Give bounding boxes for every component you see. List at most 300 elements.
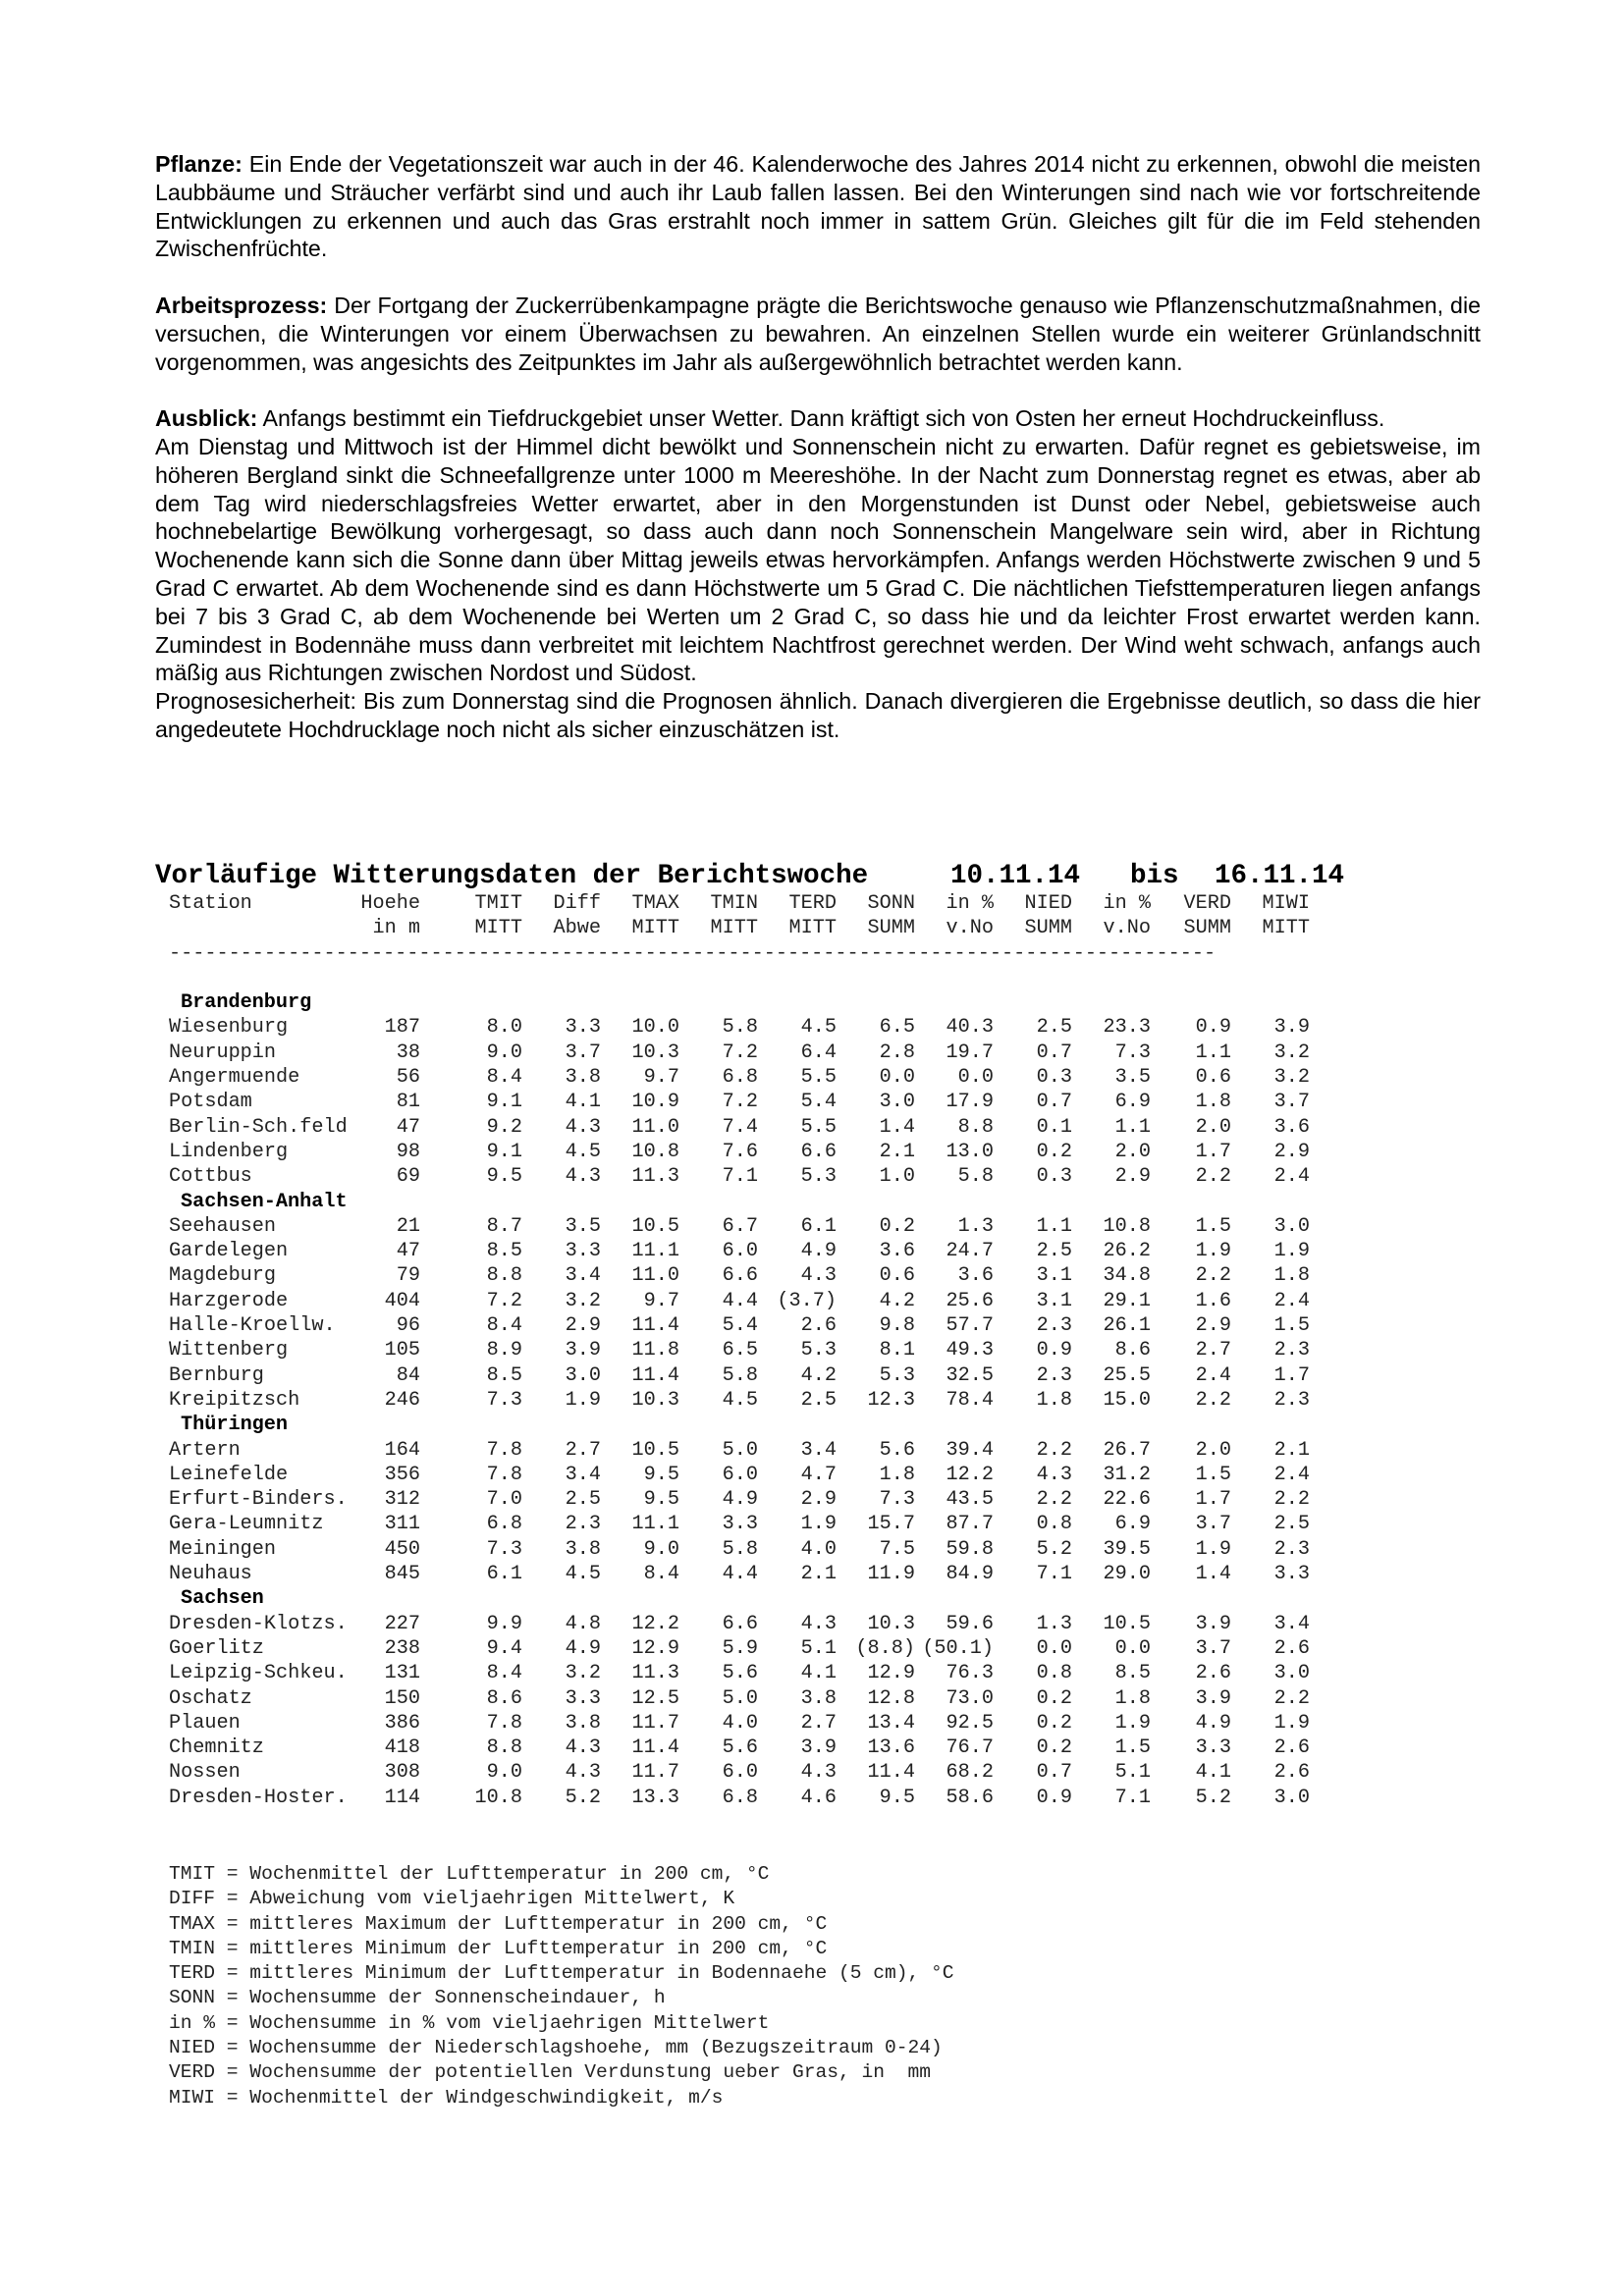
cell-station: Meiningen (169, 1537, 277, 1561)
cell-diff: 4.3 (565, 1165, 601, 1189)
cell-nied: 0.7 (1036, 1041, 1072, 1064)
cell-tmax: 10.5 (631, 1438, 679, 1462)
cell-hoehe: 56 (396, 1066, 420, 1090)
table-row (169, 1711, 1310, 1735)
cell-verd: 3.3 (1195, 1736, 1231, 1760)
cell-tmit: 7.8 (486, 1711, 522, 1735)
cell-diff: 3.9 (565, 1339, 601, 1362)
cell-diff: 3.3 (565, 1686, 601, 1710)
table-row (169, 1263, 1310, 1288)
cell-hoehe: 386 (384, 1711, 420, 1735)
cell-nied-pct: 26.1 (1103, 1314, 1151, 1338)
cell-tmit: 8.8 (486, 1736, 522, 1760)
cell-nied-pct: 1.1 (1114, 1115, 1151, 1139)
cell-sonn-pct: 87.7 (946, 1513, 994, 1536)
cell-sonn-pct: in % (946, 892, 994, 915)
cell-tmax: 11.4 (631, 1363, 679, 1387)
cell-station: Halle-Kroellw. (169, 1314, 336, 1338)
legend-line: TERD = mittleres Minimum der Lufttemperatur in Bodennaehe (5 cm), °C (169, 1962, 954, 1985)
cell-tmit: 8.4 (486, 1314, 522, 1338)
cell-nied-pct: 34.8 (1103, 1264, 1151, 1288)
cell-station: Station (169, 892, 252, 915)
cell-tmax: 11.1 (631, 1240, 679, 1263)
cell-tmin: 4.9 (722, 1488, 758, 1512)
cell-hoehe: 38 (396, 1041, 420, 1064)
region-heading: Thüringen (181, 1414, 289, 1437)
cell-nied-pct: 23.3 (1103, 1016, 1151, 1040)
cell-miwi: 1.9 (1273, 1711, 1310, 1735)
cell-terd: 4.1 (800, 1662, 837, 1685)
cell-tmit: MITT (474, 917, 522, 940)
cell-terd: 6.6 (800, 1140, 837, 1163)
region-heading: Brandenburg (181, 991, 312, 1015)
legend-line: DIFF = Abweichung vom vieljaehrigen Mittelwert, K (169, 1888, 735, 1910)
cell-tmax: 10.9 (631, 1091, 679, 1114)
cell-verd: 1.7 (1195, 1140, 1231, 1163)
cell-miwi: 2.6 (1273, 1736, 1310, 1760)
cell-nied-pct: 6.9 (1114, 1091, 1151, 1114)
cell-miwi: 2.2 (1273, 1488, 1310, 1512)
legend-line: MIWI = Wochenmittel der Windgeschwindigkeit, m/s (169, 2086, 724, 2109)
cell-nied-pct: in % (1103, 892, 1151, 915)
cell-tmax: 10.3 (631, 1041, 679, 1064)
cell-station: Berlin-Sch.feld (169, 1115, 348, 1139)
cell-diff: 3.2 (565, 1662, 601, 1685)
pflanze-paragraph (155, 150, 1481, 263)
cell-sonn: 2.1 (879, 1140, 915, 1163)
cell-verd: VERD (1183, 892, 1231, 915)
cell-nied-pct: 29.1 (1103, 1289, 1151, 1312)
cell-tmax: 10.8 (631, 1140, 679, 1163)
cell-terd: 2.5 (800, 1388, 837, 1412)
cell-sonn: 9.8 (879, 1314, 915, 1338)
cell-nied: 0.7 (1036, 1091, 1072, 1114)
cell-terd: 4.3 (800, 1612, 837, 1635)
cell-tmit: 7.8 (486, 1438, 522, 1462)
cell-terd: 3.8 (800, 1686, 837, 1710)
table-row (169, 1041, 1310, 1065)
cell-diff: 5.2 (565, 1786, 601, 1809)
cell-verd: 1.1 (1195, 1041, 1231, 1064)
cell-sonn-pct: 49.3 (946, 1339, 994, 1362)
cell-sonn-pct: 32.5 (946, 1363, 994, 1387)
cell-nied-pct: v.No (1103, 917, 1151, 940)
cell-miwi: 3.2 (1273, 1041, 1310, 1064)
cell-tmin: 7.6 (722, 1140, 758, 1163)
weather-data-table (169, 891, 1310, 1810)
cell-tmit: 7.2 (486, 1289, 522, 1312)
ausblick-paragraph-2: Am Dienstag und Mittwoch ist der Himmel dicht bewölkt und Sonnenschein nicht zu erwarten. Dafür regnet es gebietsweise, im höheren Bergland sinkt die Schneefallgrenze unter 1000 m Meereshöhe. In der Nacht zum Donnerstag regnet es etwas, aber ab dem Tag wird niederschlagsfreies Wetter erwartet, aber in den Morgenstunden ist Dunst oder Nebel, gebietsweise auch hochnebelartige Bewölkung vorhergesagt, so dass auch dann noch Sonnenschein Mangelware sein wird, aber in Richtung Wochenende kann sich die Sonne dann über Mittag jeweils etwas hervorkämpfen. Anfangs werden Höchstwerte zwischen 9 und 5 Grad C erwartet. Ab dem Wochenende sind es dann Höchstwerte um 5 Grad C. Die nächtlichen Tiefsttemperaturen liegen anfangs bei 7 bis 3 Grad C, ab dem Wochenende bei Werten um 2 Grad C, so dass hie und da leichter Frost erwartet werden kann. Zumindest in Bodennähe muss dann verbreitet mit leichtem Nachtfrost gerechnet werden. Der Wind weht schwach, anfangs auch mäßig aus Richtungen zwischen Nordost und Südost. (155, 433, 1481, 686)
cell-sonn: 1.8 (879, 1463, 915, 1486)
cell-terd: MITT (788, 917, 837, 940)
cell-nied: 1.8 (1036, 1388, 1072, 1412)
cell-diff: 3.0 (565, 1363, 601, 1387)
cell-diff: 3.8 (565, 1711, 601, 1735)
cell-sonn: 11.9 (867, 1563, 915, 1586)
cell-sonn: 12.3 (867, 1388, 915, 1412)
cell-nied: 0.9 (1036, 1786, 1072, 1809)
cell-station: Gera-Leumnitz (169, 1513, 324, 1536)
cell-sonn-pct: 78.4 (946, 1388, 994, 1412)
cell-tmit: 7.8 (486, 1463, 522, 1486)
cell-hoehe: 164 (384, 1438, 420, 1462)
cell-diff: 3.4 (565, 1264, 601, 1288)
cell-nied: 0.3 (1036, 1066, 1072, 1090)
cell-tmit: 9.9 (486, 1612, 522, 1635)
title-bis: bis (1130, 861, 1179, 891)
cell-tmit: 8.4 (486, 1066, 522, 1090)
cell-miwi: 3.3 (1273, 1563, 1310, 1586)
cell-hoehe: 845 (384, 1563, 420, 1586)
cell-tmax: 11.7 (631, 1761, 679, 1785)
legend-line: VERD = Wochensumme der potentiellen Verdunstung ueber Gras, in mm (169, 2061, 932, 2084)
title-from-date: 10.11.14 (950, 861, 1081, 891)
cell-sonn-pct: 59.6 (946, 1612, 994, 1635)
cell-diff: 1.9 (565, 1388, 601, 1412)
cell-miwi: 2.4 (1273, 1165, 1310, 1189)
cell-tmit: 8.4 (486, 1662, 522, 1685)
cell-nied-pct: 2.9 (1114, 1165, 1151, 1189)
cell-tmit: 10.8 (474, 1786, 522, 1809)
cell-station: Oschatz (169, 1686, 252, 1710)
cell-nied: 0.2 (1036, 1686, 1072, 1710)
cell-station: Bernburg (169, 1363, 264, 1387)
cell-diff: 2.9 (565, 1314, 601, 1338)
cell-tmit: 8.6 (486, 1686, 522, 1710)
cell-nied-pct: 0.0 (1114, 1636, 1151, 1660)
table-row (169, 1463, 1310, 1487)
cell-station: Neuhaus (169, 1563, 252, 1586)
cell-station: Wiesenburg (169, 1016, 289, 1040)
cell-tmax: 9.0 (643, 1537, 679, 1561)
cell-tmit: 8.8 (486, 1264, 522, 1288)
header-separator: ---------------------------------------------------------------------------------------- (169, 941, 1217, 965)
cell-hoehe: 131 (384, 1662, 420, 1685)
cell-sonn: (8.8) (855, 1636, 915, 1660)
cell-diff: 2.3 (565, 1513, 601, 1536)
cell-verd: 2.0 (1195, 1115, 1231, 1139)
cell-sonn: 7.5 (879, 1537, 915, 1561)
cell-nied-pct: 8.6 (1114, 1339, 1151, 1362)
cell-miwi: 2.6 (1273, 1636, 1310, 1660)
table-row (169, 1065, 1310, 1090)
cell-terd: 2.1 (800, 1563, 837, 1586)
cell-tmin: 6.0 (722, 1463, 758, 1486)
cell-sonn: 7.3 (879, 1488, 915, 1512)
table-row (169, 1363, 1310, 1388)
cell-sonn-pct: 25.6 (946, 1289, 994, 1312)
cell-station: Leinefelde (169, 1463, 289, 1486)
cell-sonn-pct: v.No (946, 917, 994, 940)
cell-sonn: 8.1 (879, 1339, 915, 1362)
cell-station: Potsdam (169, 1091, 252, 1114)
cell-sonn: 5.6 (879, 1438, 915, 1462)
cell-sonn-pct: 24.7 (946, 1240, 994, 1263)
cell-hoehe: 47 (396, 1115, 420, 1139)
cell-verd: 1.5 (1195, 1463, 1231, 1486)
cell-hoehe: 227 (384, 1612, 420, 1635)
cell-tmax: 11.8 (631, 1339, 679, 1362)
cell-nied: 0.2 (1036, 1140, 1072, 1163)
cell-diff: 4.9 (565, 1636, 601, 1660)
cell-tmax: 11.4 (631, 1736, 679, 1760)
cell-miwi: 3.2 (1273, 1066, 1310, 1090)
cell-sonn: 3.6 (879, 1240, 915, 1263)
cell-miwi: 2.3 (1273, 1339, 1310, 1362)
cell-miwi: MIWI (1262, 892, 1310, 915)
cell-terd: 5.5 (800, 1115, 837, 1139)
region-heading: Sachsen (181, 1587, 264, 1611)
table-row (169, 1562, 1310, 1586)
cell-sonn-pct: (50.1) (922, 1636, 994, 1660)
cell-terd: TERD (788, 892, 837, 915)
cell-miwi: 2.4 (1273, 1463, 1310, 1486)
cell-tmit: 8.7 (486, 1214, 522, 1238)
cell-sonn: 6.5 (879, 1016, 915, 1040)
cell-terd: 2.7 (800, 1711, 837, 1735)
cell-terd: 4.5 (800, 1016, 837, 1040)
cell-sonn: 15.7 (867, 1513, 915, 1536)
cell-terd: 4.7 (800, 1463, 837, 1486)
table-row (169, 1164, 1310, 1189)
cell-verd: 1.6 (1195, 1289, 1231, 1312)
cell-nied: 2.5 (1036, 1240, 1072, 1263)
cell-tmin: 4.4 (722, 1563, 758, 1586)
cell-nied: 0.0 (1036, 1636, 1072, 1660)
cell-diff: Abwe (553, 917, 601, 940)
cell-hoehe: 105 (384, 1339, 420, 1362)
cell-verd: 2.9 (1195, 1314, 1231, 1338)
cell-sonn-pct: 5.8 (957, 1165, 994, 1189)
cell-tmit: 9.1 (486, 1091, 522, 1114)
cell-miwi: 3.0 (1273, 1662, 1310, 1685)
cell-miwi: 3.7 (1273, 1091, 1310, 1114)
table-row (169, 1661, 1310, 1685)
cell-terd: 6.1 (800, 1214, 837, 1238)
cell-tmin: 5.4 (722, 1314, 758, 1338)
cell-terd: 5.3 (800, 1165, 837, 1189)
cell-verd: 2.2 (1195, 1388, 1231, 1412)
cell-nied: SUMM (1024, 917, 1072, 940)
cell-miwi: 2.4 (1273, 1289, 1310, 1312)
cell-sonn-pct: 39.4 (946, 1438, 994, 1462)
cell-tmin: 5.6 (722, 1662, 758, 1685)
cell-tmit: 6.8 (486, 1513, 522, 1536)
cell-sonn-pct: 17.9 (946, 1091, 994, 1114)
cell-nied: 2.2 (1036, 1488, 1072, 1512)
abbreviation-legend (169, 1862, 954, 2110)
cell-tmin: 5.8 (722, 1016, 758, 1040)
cell-terd: 2.9 (800, 1488, 837, 1512)
cell-nied-pct: 39.5 (1103, 1537, 1151, 1561)
cell-tmin: 6.0 (722, 1240, 758, 1263)
cell-tmit: 7.3 (486, 1388, 522, 1412)
cell-tmin: 4.0 (722, 1711, 758, 1735)
cell-nied: 4.3 (1036, 1463, 1072, 1486)
report-text (155, 150, 1481, 744)
cell-sonn-pct: 76.3 (946, 1662, 994, 1685)
cell-terd: 2.6 (800, 1314, 837, 1338)
cell-terd: 5.4 (800, 1091, 837, 1114)
cell-sonn-pct: 3.6 (957, 1264, 994, 1288)
cell-hoehe: 450 (384, 1537, 420, 1561)
legend-line: TMIT = Wochenmittel der Lufttemperatur in 200 cm, °C (169, 1863, 770, 1885)
cell-hoehe: 81 (396, 1091, 420, 1114)
pflanze-text: Ein Ende der Vegetationszeit war auch in der 46. Kalenderwoche des Jahres 2014 nicht zu erkennen, obwohl die meisten Laubbäume und Sträucher verfärbt sind und auch ihr Laub fallen lassen. Bei den Winterungen sind nach wie vor fortschreitende Entwicklungen zu erkennen und auch das Gras erstrahlt noch immer in sattem Grün. Gleiches gilt für die im Feld stehenden Zwischenfrüchte. (155, 151, 1481, 262)
cell-tmax: 11.0 (631, 1264, 679, 1288)
cell-verd: 1.9 (1195, 1537, 1231, 1561)
cell-sonn: 3.0 (879, 1091, 915, 1114)
cell-nied-pct: 29.0 (1103, 1563, 1151, 1586)
cell-tmin: 5.0 (722, 1438, 758, 1462)
cell-verd: 3.9 (1195, 1686, 1231, 1710)
pflanze-label: Pflanze: (155, 151, 243, 177)
cell-verd: 0.6 (1195, 1066, 1231, 1090)
cell-station: Seehausen (169, 1214, 277, 1238)
cell-diff: 2.5 (565, 1488, 601, 1512)
table-row (169, 1239, 1310, 1263)
cell-station: Erfurt-Binders. (169, 1488, 348, 1512)
arbeit-label: Arbeitsprozess: (155, 292, 328, 318)
cell-sonn: SUMM (867, 917, 915, 940)
cell-sonn: 12.9 (867, 1662, 915, 1685)
cell-tmin: 5.0 (722, 1686, 758, 1710)
cell-sonn-pct: 59.8 (946, 1537, 994, 1561)
cell-verd: 4.9 (1195, 1711, 1231, 1735)
cell-tmit: 8.9 (486, 1339, 522, 1362)
cell-nied-pct: 8.5 (1114, 1662, 1151, 1685)
cell-tmax: 11.7 (631, 1711, 679, 1735)
cell-nied: 0.1 (1036, 1115, 1072, 1139)
cell-sonn: 5.3 (879, 1363, 915, 1387)
cell-verd: 1.8 (1195, 1091, 1231, 1114)
table-row (169, 1338, 1310, 1362)
cell-miwi: MITT (1262, 917, 1310, 940)
cell-sonn: 13.4 (867, 1711, 915, 1735)
cell-tmin: 6.7 (722, 1214, 758, 1238)
cell-diff: 4.1 (565, 1091, 601, 1114)
cell-sonn-pct: 1.3 (957, 1214, 994, 1238)
cell-tmax: 10.3 (631, 1388, 679, 1412)
cell-tmin: 3.3 (722, 1513, 758, 1536)
cell-nied: 0.2 (1036, 1711, 1072, 1735)
cell-hoehe: 114 (384, 1786, 420, 1809)
cell-sonn-pct: 0.0 (957, 1066, 994, 1090)
cell-sonn-pct: 68.2 (946, 1761, 994, 1785)
cell-hoehe: 418 (384, 1736, 420, 1760)
cell-miwi: 2.3 (1273, 1537, 1310, 1561)
cell-sonn-pct: 8.8 (957, 1115, 994, 1139)
cell-tmit: 9.5 (486, 1165, 522, 1189)
cell-terd: 3.9 (800, 1736, 837, 1760)
table-row (169, 1090, 1310, 1114)
table-row (169, 1760, 1310, 1785)
spacer (169, 966, 1216, 990)
cell-nied: 1.1 (1036, 1214, 1072, 1238)
cell-nied-pct: 5.1 (1114, 1761, 1151, 1785)
cell-hoehe: in m (372, 917, 420, 940)
table-row (169, 1388, 1310, 1413)
cell-tmin: 7.2 (722, 1091, 758, 1114)
cell-tmin: 6.0 (722, 1761, 758, 1785)
cell-nied: 5.2 (1036, 1537, 1072, 1561)
cell-nied: 3.1 (1036, 1264, 1072, 1288)
cell-sonn: 1.0 (879, 1165, 915, 1189)
cell-diff: 3.7 (565, 1041, 601, 1064)
cell-terd: 4.3 (800, 1264, 837, 1288)
cell-tmax: 12.9 (631, 1636, 679, 1660)
table-row (169, 1786, 1310, 1810)
cell-station: Nossen (169, 1761, 241, 1785)
cell-miwi: 2.1 (1273, 1438, 1310, 1462)
cell-hoehe: 47 (396, 1240, 420, 1263)
cell-hoehe: 308 (384, 1761, 420, 1785)
cell-terd: 4.3 (800, 1761, 837, 1785)
cell-tmit: 8.0 (486, 1016, 522, 1040)
cell-terd: 1.9 (800, 1513, 837, 1536)
cell-tmin: 4.4 (722, 1289, 758, 1312)
table-title (155, 860, 1344, 893)
cell-hoehe: 96 (396, 1314, 420, 1338)
cell-nied: 0.8 (1036, 1662, 1072, 1685)
cell-tmax: 11.3 (631, 1165, 679, 1189)
cell-miwi: 1.7 (1273, 1363, 1310, 1387)
cell-sonn: 13.6 (867, 1736, 915, 1760)
cell-tmin: 5.8 (722, 1363, 758, 1387)
cell-terd: 4.6 (800, 1786, 837, 1809)
cell-tmax: 10.0 (631, 1016, 679, 1040)
cell-sonn: 9.5 (879, 1786, 915, 1809)
cell-tmit: 9.0 (486, 1041, 522, 1064)
cell-hoehe: Hoehe (360, 892, 420, 915)
cell-tmax: MITT (631, 917, 679, 940)
cell-station: Wittenberg (169, 1339, 289, 1362)
cell-sonn-pct: 92.5 (946, 1711, 994, 1735)
cell-verd: 3.7 (1195, 1513, 1231, 1536)
cell-tmit: 7.0 (486, 1488, 522, 1512)
cell-tmin: 6.6 (722, 1264, 758, 1288)
cell-station: Neuruppin (169, 1041, 277, 1064)
cell-verd: 2.0 (1195, 1438, 1231, 1462)
cell-station: Dresden-Hoster. (169, 1786, 348, 1809)
table-row (169, 1438, 1310, 1463)
cell-terd: 4.2 (800, 1363, 837, 1387)
cell-tmax: TMAX (631, 892, 679, 915)
cell-tmin: 5.8 (722, 1537, 758, 1561)
cell-tmax: 12.2 (631, 1612, 679, 1635)
cell-verd: 3.9 (1195, 1612, 1231, 1635)
cell-sonn-pct: 40.3 (946, 1016, 994, 1040)
cell-station: Chemnitz (169, 1736, 264, 1760)
cell-nied: 3.1 (1036, 1289, 1072, 1312)
ausblick-label: Ausblick: (155, 405, 258, 432)
table-header-row-2 (169, 916, 1310, 940)
cell-nied: 0.2 (1036, 1736, 1072, 1760)
cell-hoehe: 404 (384, 1289, 420, 1312)
cell-diff: 3.3 (565, 1240, 601, 1263)
cell-hoehe: 312 (384, 1488, 420, 1512)
cell-nied: NIED (1024, 892, 1072, 915)
cell-miwi: 2.2 (1273, 1686, 1310, 1710)
cell-nied-pct: 2.0 (1114, 1140, 1151, 1163)
cell-nied: 0.7 (1036, 1761, 1072, 1785)
cell-nied-pct: 31.2 (1103, 1463, 1151, 1486)
title-to-date: 16.11.14 (1215, 861, 1345, 891)
cell-sonn: 2.8 (879, 1041, 915, 1064)
cell-hoehe: 69 (396, 1165, 420, 1189)
cell-tmin: 4.5 (722, 1388, 758, 1412)
cell-verd: 4.1 (1195, 1761, 1231, 1785)
